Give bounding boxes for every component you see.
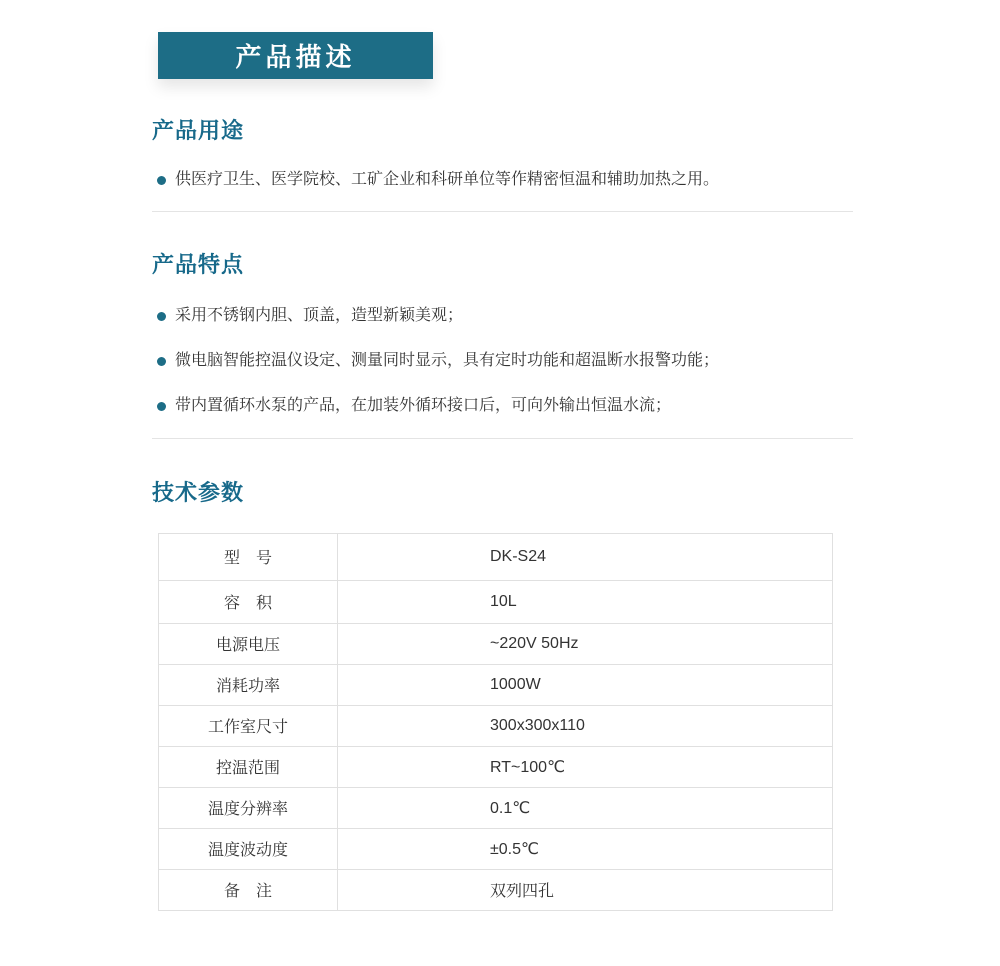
spec-value: ±0.5℃ [338, 828, 833, 869]
spec-value: 1000W [338, 664, 833, 705]
spec-label: 备 注 [159, 869, 338, 910]
feature-bullet-item [152, 395, 862, 417]
feature-bullet-text: 采用不锈钢内胆、顶盖，造型新颖美观； [175, 307, 464, 325]
table-row [159, 705, 833, 746]
feature-bullet-text: 带内置循环水泵的产品，在加装外循环接口后，可向外输出恒温水流； [175, 397, 672, 415]
table-row [159, 746, 833, 787]
specs-table [158, 533, 833, 911]
feature-bullet-item [152, 350, 862, 372]
table-row [159, 664, 833, 705]
specs-section-heading: 技术参数 [152, 480, 245, 506]
bullet-dot-icon [157, 312, 166, 321]
spec-value: RT~100℃ [338, 746, 833, 787]
section-divider [152, 211, 853, 212]
feature-bullet-text: 微电脑智能控温仪设定、测量同时显示，具有定时功能和超温断水报警功能； [175, 352, 720, 370]
bullet-dot-icon [157, 357, 166, 366]
table-row [159, 869, 833, 910]
spec-label: 控温范围 [159, 746, 338, 787]
table-row [159, 533, 833, 580]
table-row [159, 787, 833, 828]
table-row [159, 580, 833, 623]
spec-value: 300x300x110 [338, 705, 833, 746]
spec-label: 容 积 [159, 580, 338, 623]
spec-label: 消耗功率 [159, 664, 338, 705]
spec-value: DK-S24 [338, 533, 833, 580]
features-section-heading: 产品特点 [152, 252, 245, 278]
section-divider [152, 438, 853, 439]
spec-value: ~220V 50Hz [338, 623, 833, 664]
bullet-dot-icon [157, 402, 166, 411]
page-title-banner [158, 32, 433, 79]
spec-value: 双列四孔 [338, 869, 833, 910]
usage-bullet-item [152, 169, 862, 191]
spec-label: 温度分辨率 [159, 787, 338, 828]
usage-section-heading: 产品用途 [152, 118, 245, 143]
table-row [159, 623, 833, 664]
spec-label: 型 号 [159, 533, 338, 580]
bullet-dot-icon [157, 176, 166, 185]
page-title: 产品描述 [235, 42, 356, 72]
spec-value: 10L [338, 580, 833, 623]
spec-label: 电源电压 [159, 623, 338, 664]
spec-label: 温度波动度 [159, 828, 338, 869]
spec-label: 工作室尺寸 [159, 705, 338, 746]
feature-bullet-item [152, 305, 862, 327]
table-row [159, 828, 833, 869]
spec-value: 0.1℃ [338, 787, 833, 828]
usage-bullet-text: 供医疗卫生、医学院校、工矿企业和科研单位等作精密恒温和辅助加热之用。 [175, 171, 720, 189]
